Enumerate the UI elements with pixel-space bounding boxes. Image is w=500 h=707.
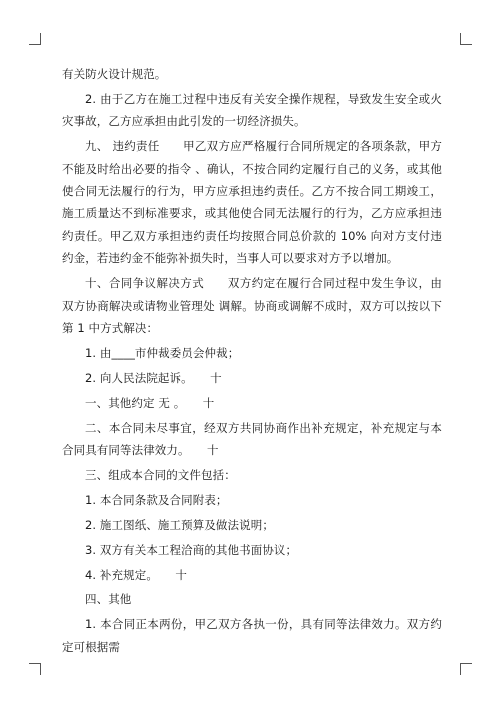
paragraph: 四、其他 <box>85 592 132 607</box>
crop-mark-bottom-left <box>29 663 41 675</box>
paragraph: 二、本合同未尽事宜，经双方共同协商作出补充规定，补充规定与本合同具有同等法律效力。 十 <box>62 420 442 457</box>
crop-mark-top-right <box>460 33 472 45</box>
paragraph: 十、合同争议解决方式 双方约定在履行合同过程中发生争议，由双方协商解决或请物业管理处 调解。协商或调解不成时，双方可以按以下第 1 中方式解决： <box>62 276 442 335</box>
paragraph: 1. 由____市仲裁委员会仲裁； <box>85 345 240 360</box>
paragraph: 2. 由于乙方在施工过程中违反有关安全操作规程，导致发生安全或火灾事故，乙方应承担由此引发的一切经济损失。 <box>62 91 442 129</box>
document-body <box>62 63 442 661</box>
paragraph: 九、 违约责任 甲乙双方应严格履行合同所规定的各项条款，甲方不能及时给出必要的指令 、确认，不按合同约定履行自己的义务，或其他使合同无法履行的行为，甲方应承担违约责任。乙方不按合同工期竣工，施工质量达不到标准要求，或其他使合同无法履行的行为，乙方应承担违约责任。甲乙双方承担违约责任均按照合同总价款的 10% 向对方支付违约金，若违约金不能弥补损失时，当事人可以要求对方予以增加。 <box>62 139 442 266</box>
crop-mark-bottom-right <box>460 663 472 675</box>
paragraph: 3. 双方有关本工程洽商的其他书面协议； <box>85 542 298 557</box>
paragraph: 1. 本合同正本两份，甲乙双方各执一份，具有同等法律效力。双方约定可根据需 <box>62 617 442 654</box>
paragraph: 有关防火设计规范。 <box>62 67 167 81</box>
crop-mark-top-left <box>29 33 41 45</box>
paragraph: 4. 补充规定。 十 <box>85 567 187 582</box>
paragraph: 2. 向人民法院起诉。 十 <box>85 370 222 385</box>
paragraph: 一、其他约定 无 。 十 <box>85 395 215 410</box>
paragraph: 三、组成本合同的文件包括： <box>85 467 236 482</box>
paragraph: 1. 本合同条款及合同附表； <box>85 492 228 507</box>
paragraph: 2. 施工图纸、施工预算及做法说明； <box>85 517 274 532</box>
